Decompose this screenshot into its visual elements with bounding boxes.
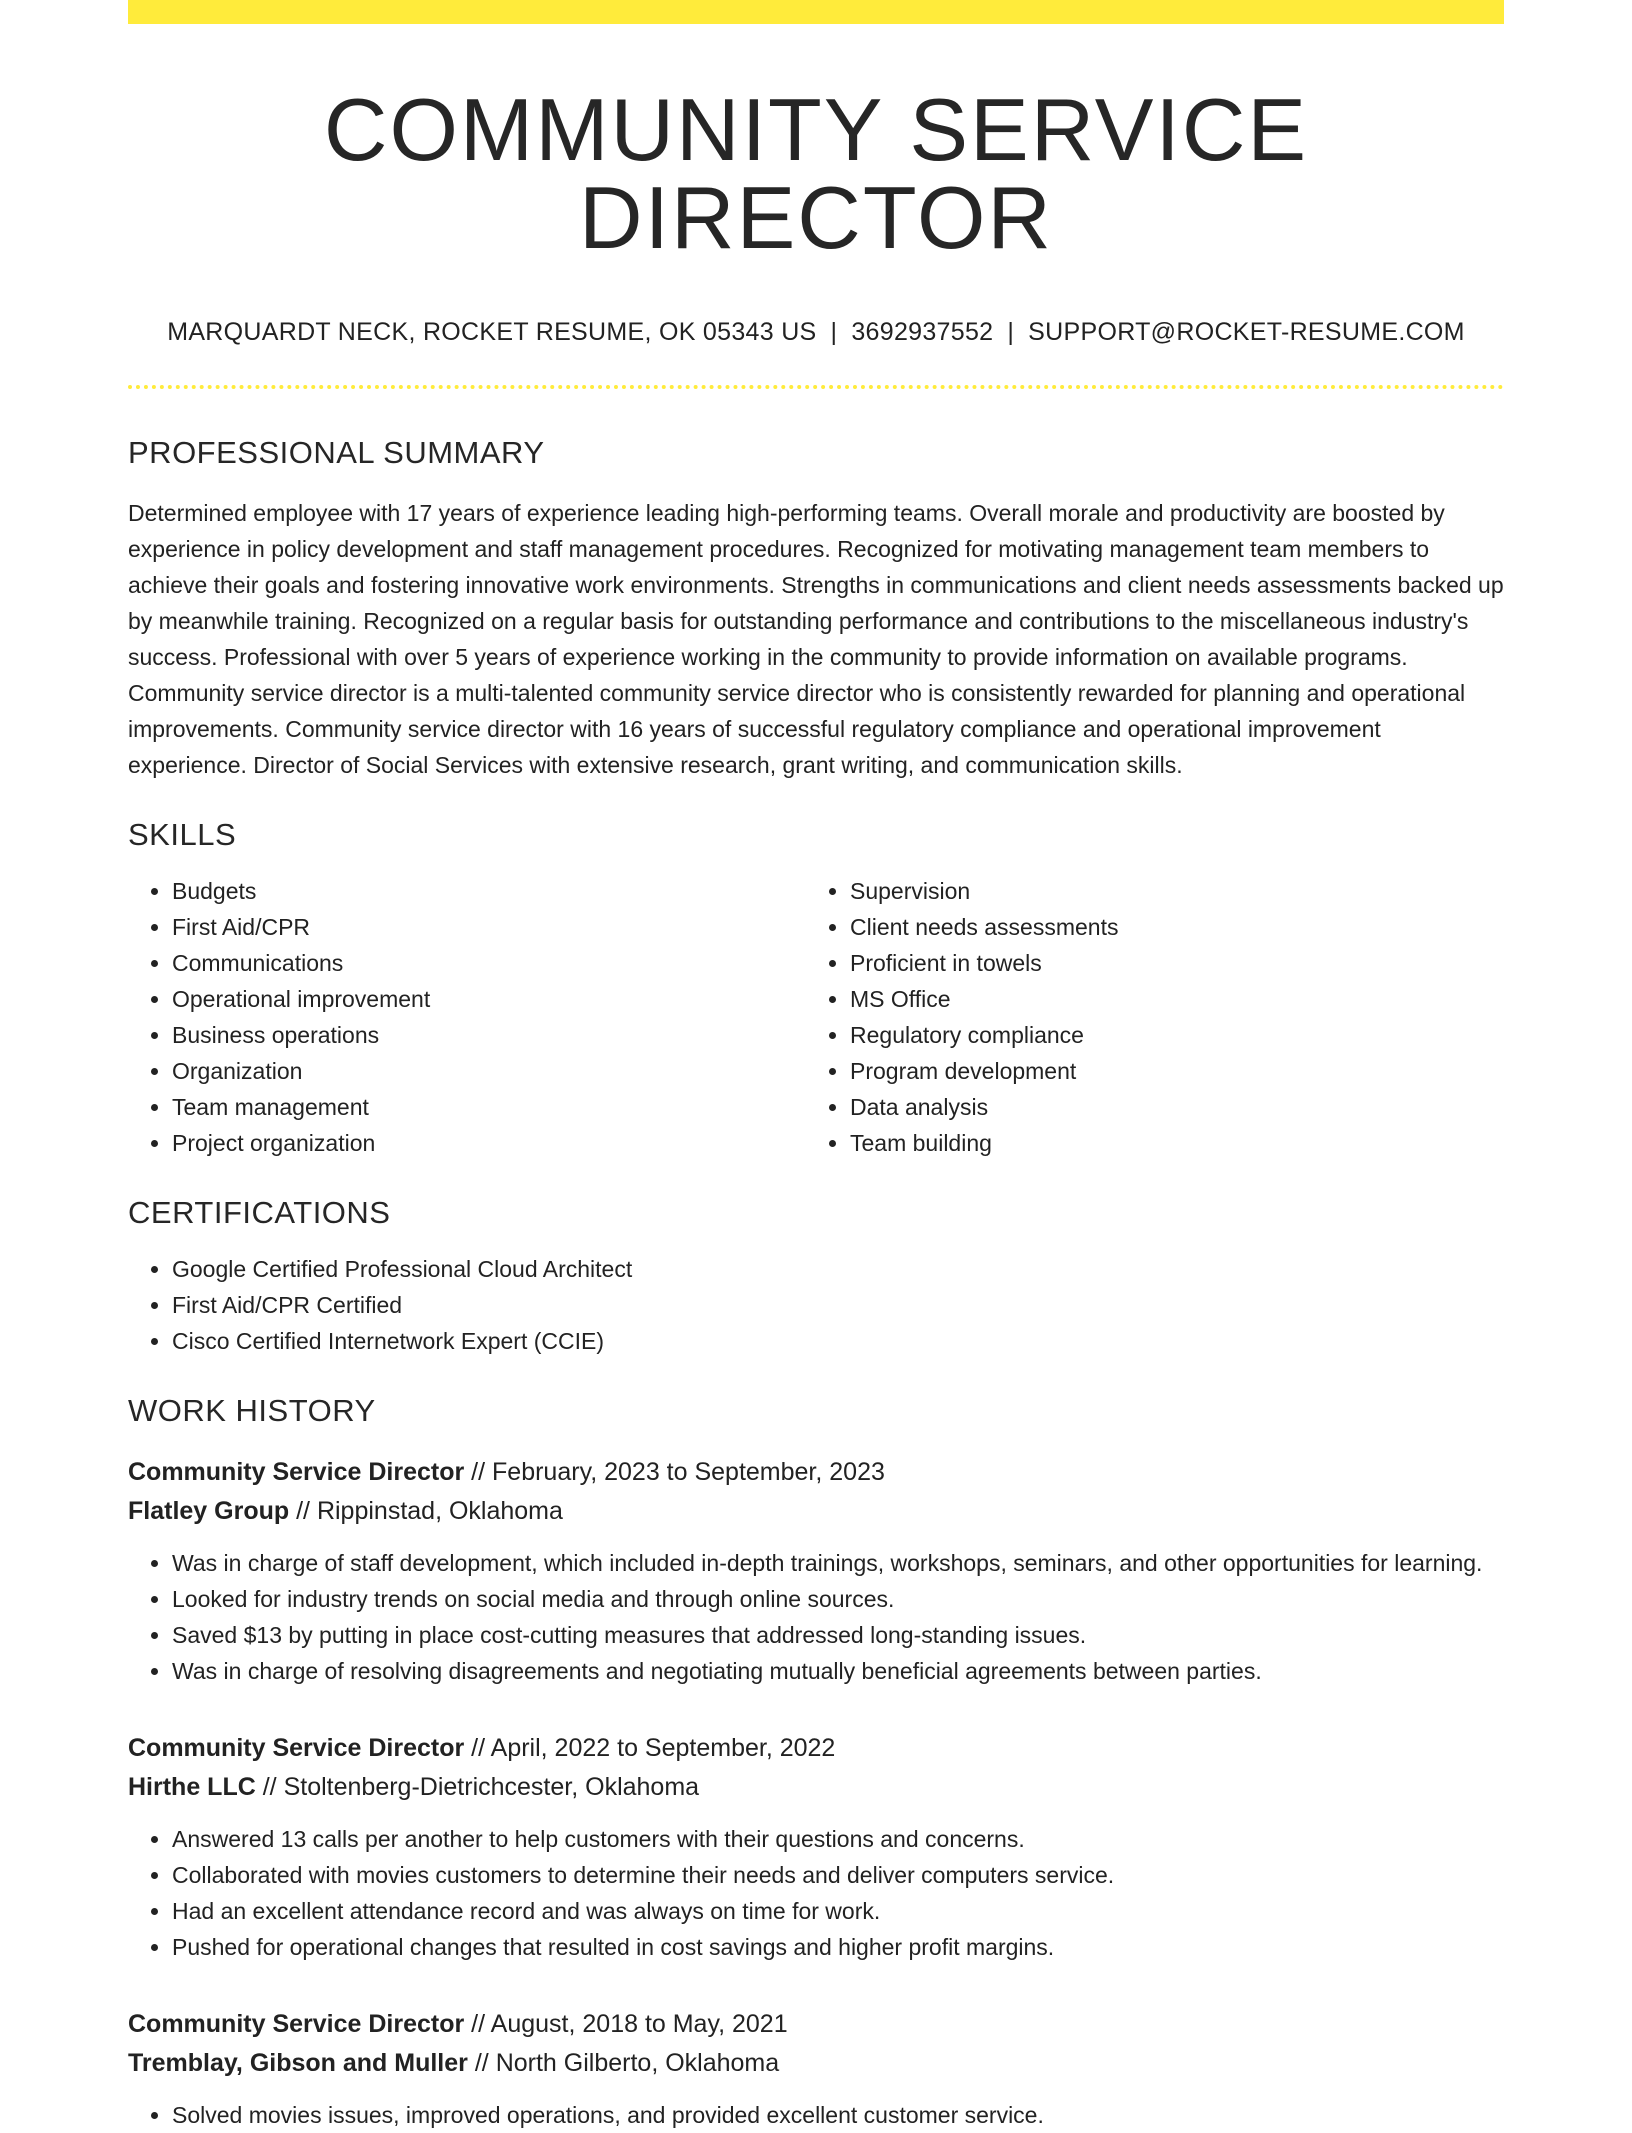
- job-entry: [128, 1453, 1504, 1689]
- certifications-list: [128, 1251, 1504, 1359]
- contact-phone: 3692937552: [851, 318, 994, 346]
- job-company: Hirthe LLC: [128, 1773, 256, 1801]
- skill-item: • Data analysis: [850, 1089, 1550, 1125]
- job-role: Community Service Director: [128, 2010, 465, 2038]
- certification-item: • First Aid/CPR Certified: [172, 1287, 1504, 1323]
- certifications-heading: CERTIFICATIONS: [128, 1195, 391, 1230]
- job-company-line: [128, 1768, 1504, 1807]
- contact-separator: |: [830, 318, 838, 346]
- contact-separator: |: [1007, 318, 1015, 346]
- accent-top-bar: [128, 0, 1504, 24]
- job-divider: //: [471, 1734, 486, 1762]
- skill-item: • Project organization: [172, 1125, 806, 1161]
- work-history-section: [128, 1393, 1504, 2133]
- job-dates: April, 2022 to September, 2022: [490, 1734, 836, 1762]
- job-divider: //: [471, 2010, 486, 2038]
- job-bullets: [128, 2097, 1504, 2133]
- job-location: Rippinstad, Oklahoma: [316, 1497, 563, 1525]
- summary-text: Determined employee with 17 years of experience leading high-performing teams. Overall morale and productivity are boosted by experience in policy development and staff management procedures. Recognized for motivating management team members to achieve their goals and fostering innovative work environments. Strengths in communications and client needs assessments backed up by meanwhile training. Recognized on a regular basis for outstanding performance and contributions to the miscellaneous industry's success. Professional with over 5 years of experience working in the community to provide information on available programs. Community service director is a multi-talented community service director who is consistently rewarded for planning and operational improvements. Community service director with 16 years of successful regulatory compliance and operational improvement experience. Director of Social Services with extensive research, grant writing, and communication skills.: [128, 500, 1504, 778]
- job-company: Flatley Group: [128, 1497, 290, 1525]
- job-role-line: [128, 2005, 1504, 2044]
- skills-list-left: [128, 873, 806, 1161]
- job-bullet: • Saved $13 by putting in place cost-cutting measures that addressed long-standing issues.: [172, 1617, 1504, 1653]
- skill-item: • Program development: [850, 1053, 1550, 1089]
- skill-item: • Budgets: [172, 873, 806, 909]
- job-company: Tremblay, Gibson and Muller: [128, 2049, 468, 2077]
- skill-item: • Operational improvement: [172, 981, 806, 1017]
- job-role-line: [128, 1453, 1504, 1492]
- skill-item: • Supervision: [850, 873, 1550, 909]
- job-role: Community Service Director: [128, 1734, 465, 1762]
- skill-item: • Organization: [172, 1053, 806, 1089]
- job-bullet: • Had an excellent attendance record and was always on time for work.: [172, 1893, 1504, 1929]
- contact-line: [128, 318, 1504, 347]
- skill-item: • Business operations: [172, 1017, 806, 1053]
- job-location: Stoltenberg-Dietrichcester, Oklahoma: [283, 1773, 700, 1801]
- job-company-line: [128, 2044, 1504, 2083]
- job-bullet: • Was in charge of staff development, which included in-depth trainings, workshops, seminars, and other opportunities for learning.: [172, 1545, 1504, 1581]
- skill-item: • MS Office: [850, 981, 1550, 1017]
- job-bullet: • Answered 13 calls per another to help customers with their questions and concerns.: [172, 1821, 1504, 1857]
- job-divider: //: [471, 1458, 486, 1486]
- job-bullet: • Looked for industry trends on social media and through online sources.: [172, 1581, 1504, 1617]
- job-dates: February, 2023 to September, 2023: [492, 1458, 885, 1486]
- skill-item: • Team management: [172, 1089, 806, 1125]
- skills-heading: SKILLS: [128, 817, 237, 852]
- skill-item: • Proficient in towels: [850, 945, 1550, 981]
- job-bullet: • Collaborated with movies customers to determine their needs and deliver computers service.: [172, 1857, 1504, 1893]
- job-divider: //: [296, 1497, 310, 1525]
- job-entry: [128, 1729, 1504, 1965]
- skill-item: • Team building: [850, 1125, 1550, 1161]
- job-entry: [128, 2005, 1504, 2133]
- job-divider: //: [474, 2049, 489, 2077]
- resume-page: [128, 0, 1504, 2133]
- contact-address: MARQUARDT NECK, ROCKET RESUME, OK 05343 US: [167, 318, 817, 346]
- job-divider: //: [262, 1773, 277, 1801]
- job-company-line: [128, 1492, 1504, 1531]
- certifications-section: [128, 1195, 1504, 1359]
- skill-item: • Client needs assessments: [850, 909, 1550, 945]
- certification-item: • Google Certified Professional Cloud Architect: [172, 1251, 1504, 1287]
- job-bullet: • Pushed for operational changes that resulted in cost savings and higher profit margins.: [172, 1929, 1504, 1965]
- skills-columns: [128, 873, 1504, 1161]
- job-location: North Gilberto, Oklahoma: [495, 2049, 780, 2077]
- skill-item: • Communications: [172, 945, 806, 981]
- job-bullets: [128, 1545, 1504, 1689]
- skills-list-right: [806, 873, 1550, 1161]
- job-bullet: • Solved movies issues, improved operations, and provided excellent customer service.: [172, 2097, 1504, 2133]
- certification-item: • Cisco Certified Internetwork Expert (CCIE): [172, 1323, 1504, 1359]
- job-bullets: [128, 1821, 1504, 1965]
- job-dates: August, 2018 to May, 2021: [490, 2010, 788, 2038]
- job-role-line: [128, 1729, 1504, 1768]
- contact-email: SUPPORT@ROCKET-RESUME.COM: [1028, 318, 1465, 346]
- skill-item: • Regulatory compliance: [850, 1017, 1550, 1053]
- skill-item: • First Aid/CPR: [172, 909, 806, 945]
- summary-section: [128, 435, 1504, 783]
- resume-title: COMMUNITY SERVICE DIRECTOR: [323, 80, 1309, 267]
- header-divider: [128, 385, 1504, 389]
- skills-section: [128, 817, 1504, 1161]
- work-history-heading: WORK HISTORY: [128, 1393, 376, 1428]
- summary-heading: PROFESSIONAL SUMMARY: [128, 435, 545, 470]
- job-role: Community Service Director: [128, 1458, 465, 1486]
- job-bullet: • Was in charge of resolving disagreements and negotiating mutually beneficial agreements between parties.: [172, 1653, 1504, 1689]
